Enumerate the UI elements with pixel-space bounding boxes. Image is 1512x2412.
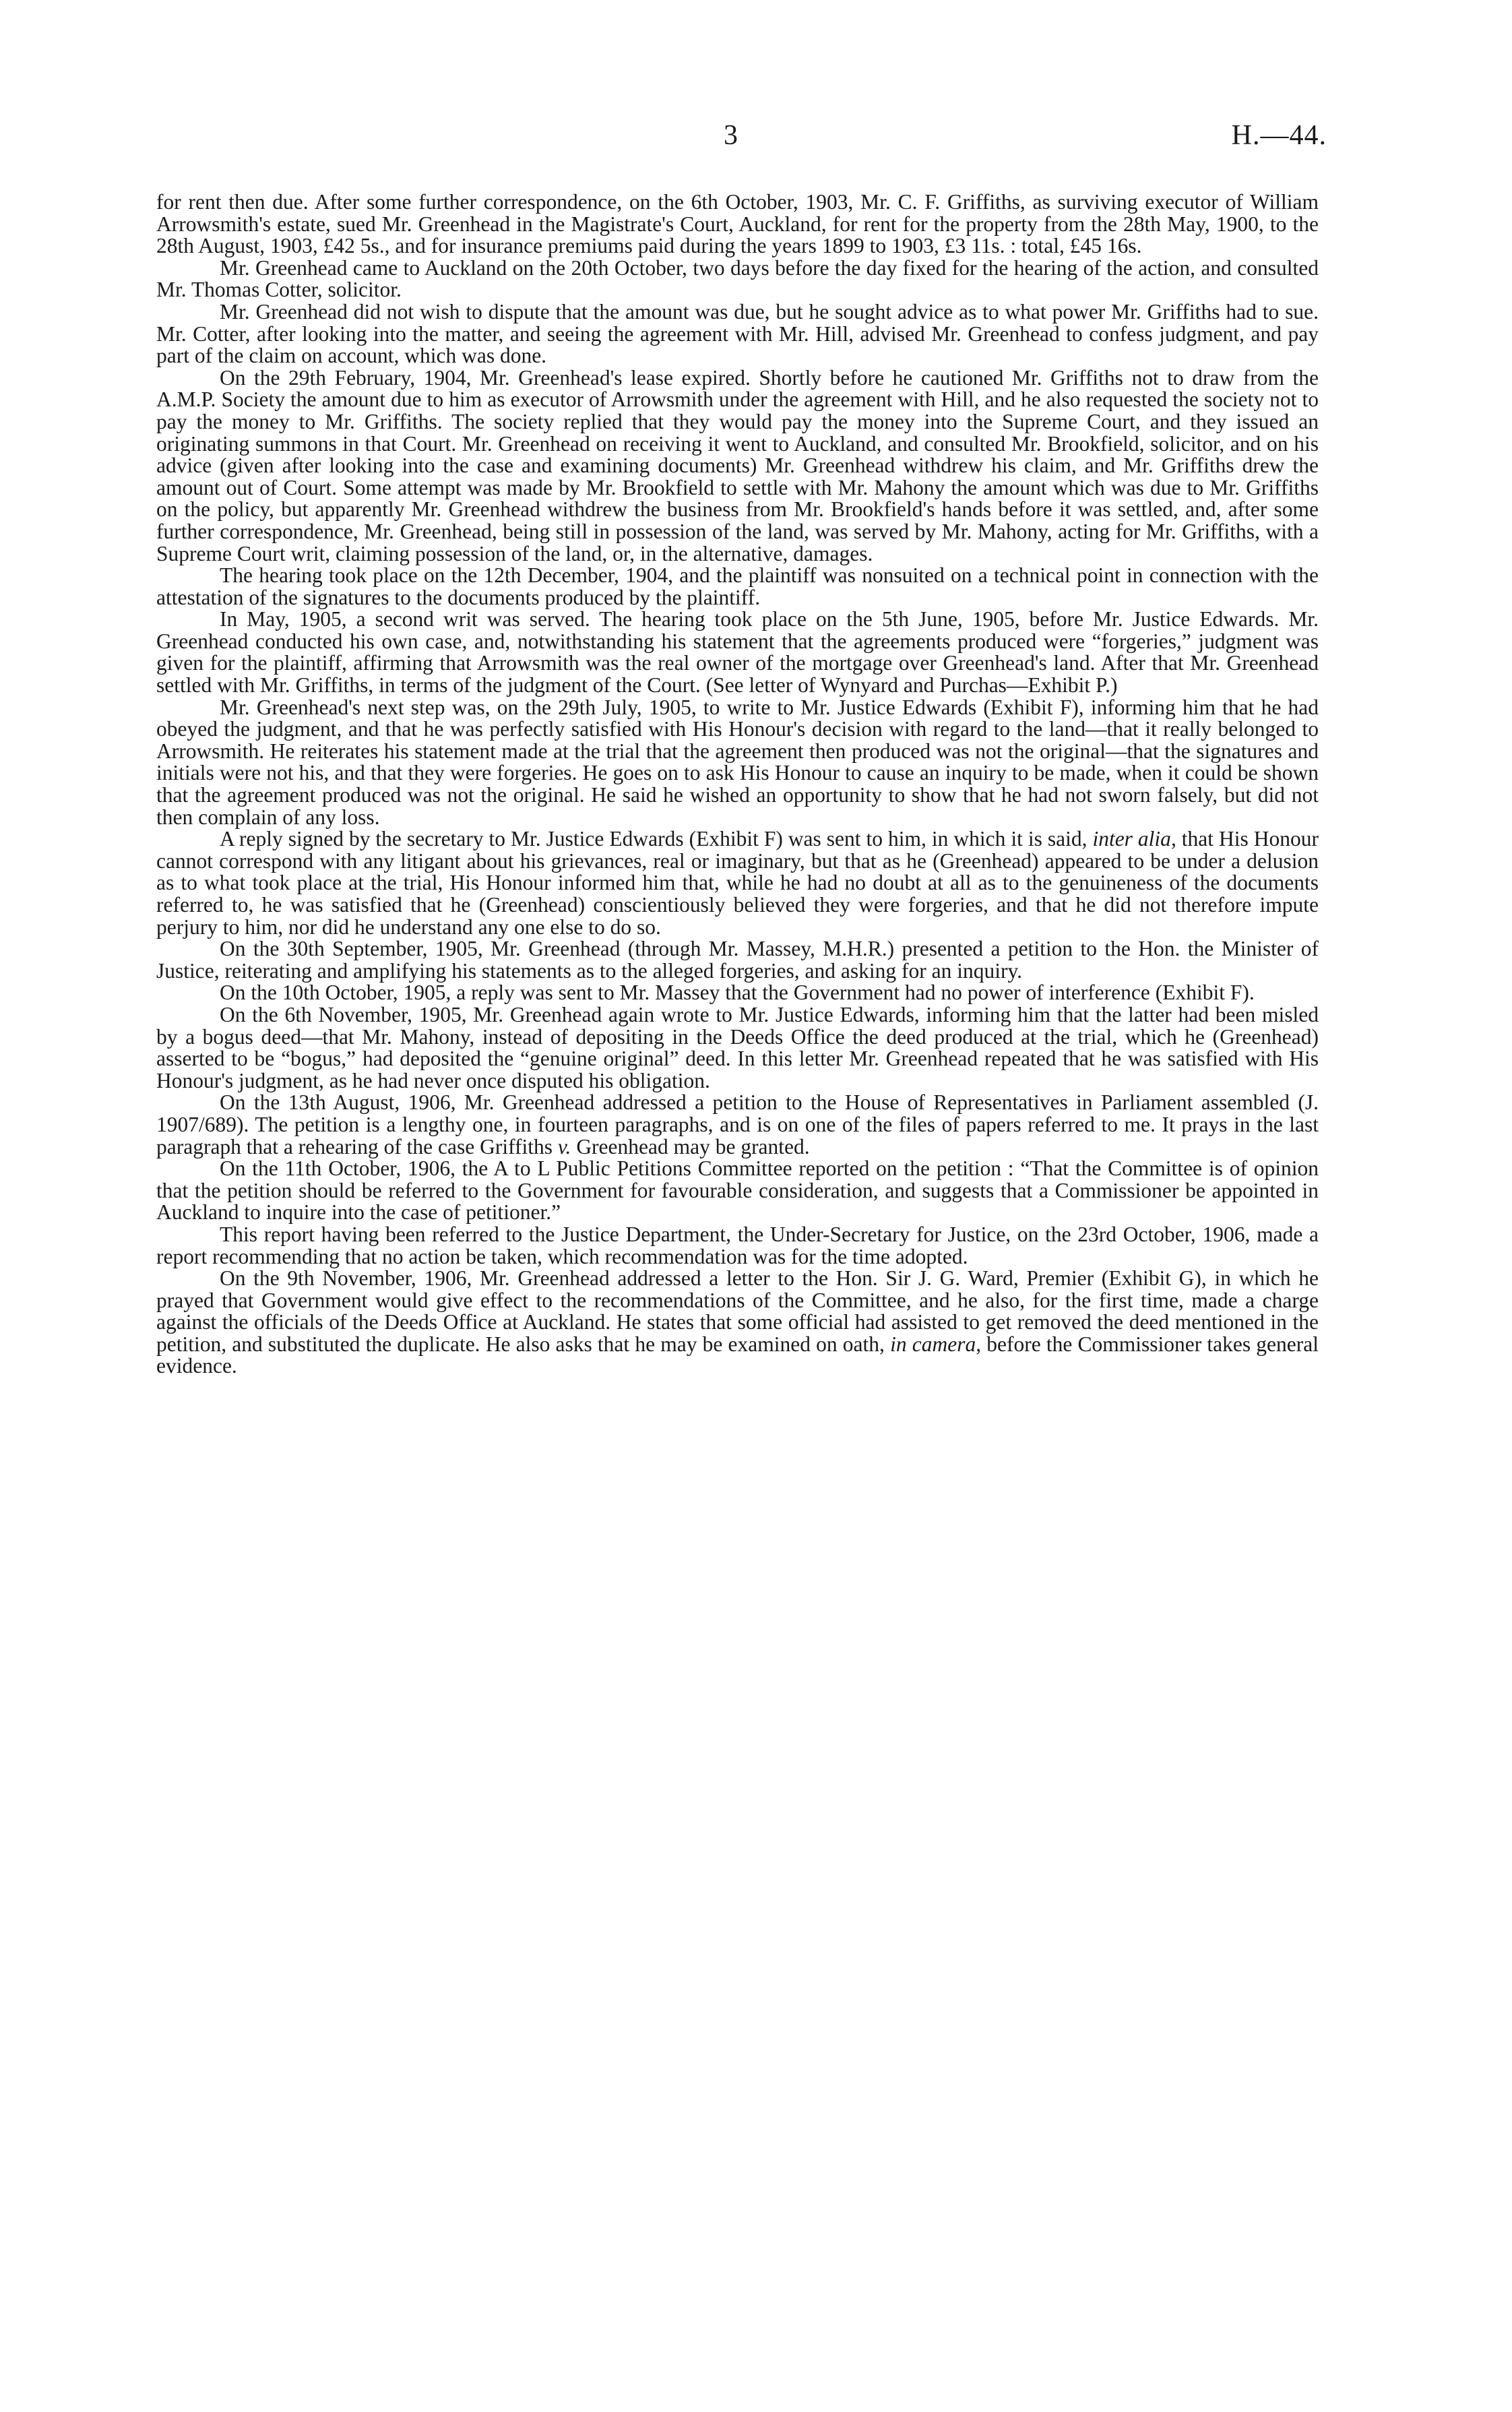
italic-phrase: in camera — [890, 1332, 976, 1356]
page-header — [0, 118, 1512, 158]
paragraph: On the 6th November, 1905, Mr. Greenhead again wrote to Mr. Justice Edwards, informing him that the latter had been misled by a bogus deed—that Mr. Mahony, instead of depositing in the Deeds Office the deed produced at the trial, which he (Greenhead) asserted to be “bogus,” had deposited the “genuine original” deed. In this letter Mr. Greenhead repeated that he was satisfied with His Honour's judgment, as he had never once disputed his obligation. — [156, 1002, 1319, 1092]
paper-reference: H.—44. — [1231, 120, 1327, 151]
paragraph: On the 10th October, 1905, a reply was sent to Mr. Massey that the Government had no power of interference (Exhibit F). — [220, 981, 1255, 1005]
paragraph: Mr. Greenhead did not wish to dispute that the amount was due, but he sought advice as to what power Mr. Griffiths had to sue. Mr. Cotter, after looking into the matter, and seeing the agreement with Mr. Hill, advised Mr. Greenhead to confess judgment, and pay part of the claim on account, which was done. — [156, 299, 1319, 368]
page-number: 3 — [724, 120, 738, 151]
paragraph: The hearing took place on the 12th December, 1904, and the plaintiff was nonsuited on a technical point in connection with the attestation of the signatures to the documents produced by the plaintiff. — [156, 563, 1319, 609]
paragraph: This report having been referred to the Justice Department, the Under-Secretary for Justice, on the 23rd October, 1906, made a report recommending that no action be taken, which recommendation was for the time adopted. — [156, 1222, 1319, 1268]
paragraph: Mr. Greenhead's next step was, on the 29th July, 1905, to write to Mr. Justice Edwards (Exhibit F), informing him that he had obeyed the judgment, and that he was perfectly satisfied with His Honour's decision with regard to the land—that it really belonged to Arrowsmith. He reiterates his statement made at the trial that the agreement then produced was not the original—that the signatures and initials were not his, and that they were forgeries. He goes on to ask His Honour to cause an inquiry to be made, when it could be shown that the agreement produced was not the original. He said he wished an opportunity to show that he had not sworn falsely, but did not then complain of any loss. — [156, 695, 1319, 829]
paragraph: On the 29th February, 1904, Mr. Greenhead's lease expired. Shortly before he cautioned Mr. Griffiths not to draw from the A.M.P. Society the amount due to him as executor of Arrowsmith under the agreement with Hill, and he also requested the society not to pay the money to Mr. Griffiths. The society replied that they would pay the money into the Supreme Court, and they issued an originating summons in that Court. Mr. Greenhead on receiving it went to Auckland, and consulted Mr. Brookfield, solicitor, and on his advice (given after looking into the case and examining documents) Mr. Greenhead withdrew his claim, and Mr. Griffiths drew the amount out of Court. Some attempt was made by Mr. Brookfield to settle with Mr. Mahony the amount which was due to Mr. Griffiths on the policy, but apparently Mr. Greenhead withdrew the business from Mr. Brookfield's hands before it was settled, and, after some further correspondence, Mr. Greenhead, being still in possession of the land, was served by Mr. Mahony, acting for Mr. Griffiths, with a Supreme Court writ, claiming possession of the land, or, in the alternative, damages. — [156, 365, 1319, 565]
paragraph: On the 11th October, 1906, the A to L Public Petitions Committee reported on the petition : “That the Committee is of opinion that the petition should be referred to the Government for favourable consideration, and suggests that a Commissioner be appointed in Auckland to inquire into the case of petitioner.” — [156, 1156, 1319, 1225]
paragraph: A reply signed by the secretary to Mr. Justice Edwards (Exhibit F) was sent to him, in which it is said, inter alia, that His Honour cannot correspond with any litigant about his grievances, real or imaginary, but that as he (Greenhead) appeared to be under a delusion as to what took place at the trial, His Honour informed him that, while he had no doubt at all as to the genuineness of the documents referred to, he was satisfied that he (Greenhead) conscientiously believed they were forgeries, and that he did not therefore impute perjury to him, nor did he understand any one else to do so. — [156, 827, 1319, 939]
paragraph: On the 13th August, 1906, Mr. Greenhead addressed a petition to the House of Representatives in Parliament assembled (J. 1907/689). The petition is a lengthy one, in fourteen paragraphs, and is on one of the files of papers referred to me. It prays in the last paragraph that a rehearing of the case Griffiths v. Greenhead may be granted. — [156, 1090, 1319, 1158]
paragraph: for rent then due. After some further correspondence, on the 6th October, 1903, Mr. C. F. Griffiths, as surviving executor of William Arrowsmith's estate, sued Mr. Greenhead in the Magistrate's Court, Auckland, for rent for the property from the 28th May, 1900, to the 28th August, 1903, £42 5s., and for insurance premiums paid during the years 1899 to 1903, £3 11s. : total, £45 16s. — [156, 190, 1319, 258]
paragraph: On the 30th September, 1905, Mr. Greenhead (through Mr. Massey, M.H.R.) presented a petition to the Hon. the Minister of Justice, reiterating and amplifying his statements as to the alleged forgeries, and asking for an inquiry. — [156, 937, 1319, 983]
report-body — [156, 191, 1319, 1378]
paragraph: Mr. Greenhead came to Auckland on the 20th October, two days before the day fixed for the hearing of the action, and consulted Mr. Thomas Cotter, solicitor. — [156, 255, 1319, 302]
paragraph: On the 9th November, 1906, Mr. Greenhead addressed a letter to the Hon. Sir J. G. Ward, Premier (Exhibit G), in which he prayed that Government would give effect to the recommendations of the Committee, and he also, for the first time, made a charge against the officials of the Deeds Office at Auckland. He states that some official had assisted to get removed the deed mentioned in the petition, and substituted the duplicate. He also asks that he may be examined on oath, in camera, before the Commissioner takes general evidence. — [156, 1266, 1319, 1378]
paragraph: In May, 1905, a second writ was served. The hearing took place on the 5th June, 1905, before Mr. Justice Edwards. Mr. Greenhead conducted his own case, and, notwithstanding his statement that the agreements produced were “forgeries,” judgment was given for the plaintiff, affirming that Arrowsmith was the real owner of the mortgage over Greenhead's land. After that Mr. Greenhead settled with Mr. Griffiths, in terms of the judgment of the Court. (See letter of Wynyard and Purchas—Exhibit P.) — [156, 607, 1319, 698]
italic-phrase: inter alia — [1092, 827, 1171, 851]
italic-phrase: v. — [557, 1134, 571, 1158]
